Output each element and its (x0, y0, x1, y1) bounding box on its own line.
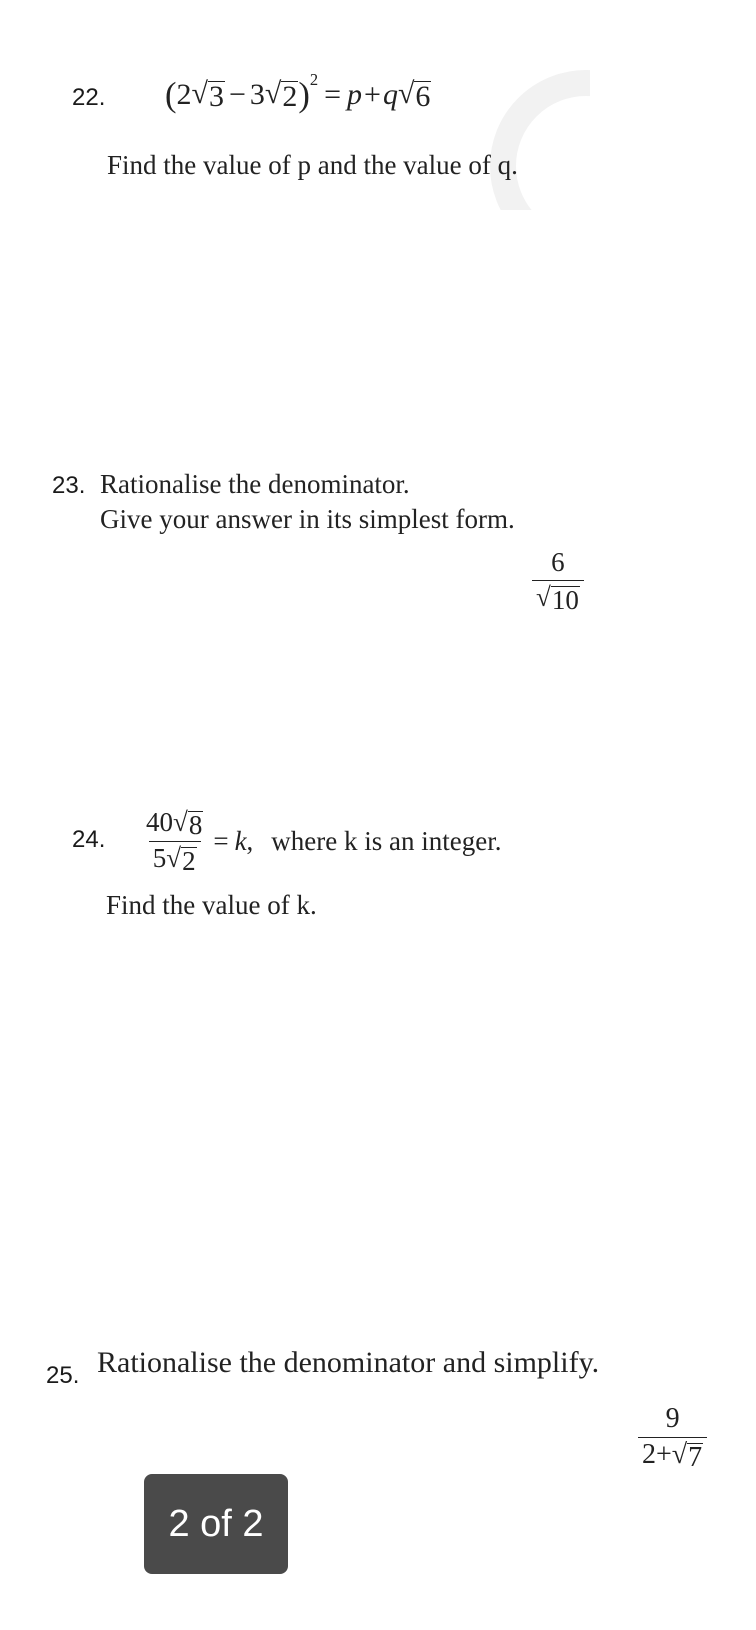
question-25-number: 25. (46, 1362, 80, 1389)
coefficient: 3 (249, 78, 265, 112)
plus-sign: + (364, 78, 381, 112)
question-24-number: 24. (72, 826, 106, 853)
sqrt-3: √ 3 (191, 76, 224, 113)
question-22-instruction: Find the value of p and the value of q. (107, 150, 518, 180)
question-23-number: 23. (52, 472, 86, 499)
question-23-line2: Give your answer in its simplest form. (100, 504, 515, 534)
question-25-line1: Rationalise the denominator and simplify. (97, 1346, 600, 1379)
question-24-condition: where k is an integer. (271, 826, 502, 856)
sqrt-2: √ 2 (264, 76, 298, 113)
watermark-logo (460, 60, 590, 210)
numerator: 6 (551, 547, 565, 577)
page-indicator: 2 of 2 (144, 1474, 288, 1574)
numerator: 40 √ 8 (146, 807, 203, 840)
question-22-equation (165, 70, 431, 114)
equals-sign: = (324, 78, 342, 112)
close-paren: ) (298, 76, 310, 114)
variable-q: q (382, 78, 398, 112)
open-paren: ( (165, 76, 177, 114)
question-24-equation (142, 808, 501, 875)
variable-p: p (347, 78, 363, 112)
denominator: 5 √ 2 (149, 841, 201, 875)
sqrt-6: √ 6 (397, 76, 431, 113)
question-22-number: 22. (72, 84, 106, 111)
minus-sign: − (228, 78, 246, 112)
question-24-instruction: Find the value of k. (106, 890, 317, 920)
equals-sign: = (213, 826, 229, 856)
question-23-line1: Rationalise the denominator. (100, 469, 410, 499)
numerator: 9 (665, 1403, 680, 1434)
comma: , (246, 826, 254, 856)
denominator: √ 10 (532, 580, 584, 614)
exponent: 2 (309, 70, 319, 90)
coefficient: 2 (176, 78, 192, 112)
question-23-fraction (532, 548, 584, 614)
question-25-fraction (638, 1404, 707, 1472)
denominator: 2+ √ 7 (638, 1437, 707, 1472)
variable-k: k (234, 826, 247, 856)
